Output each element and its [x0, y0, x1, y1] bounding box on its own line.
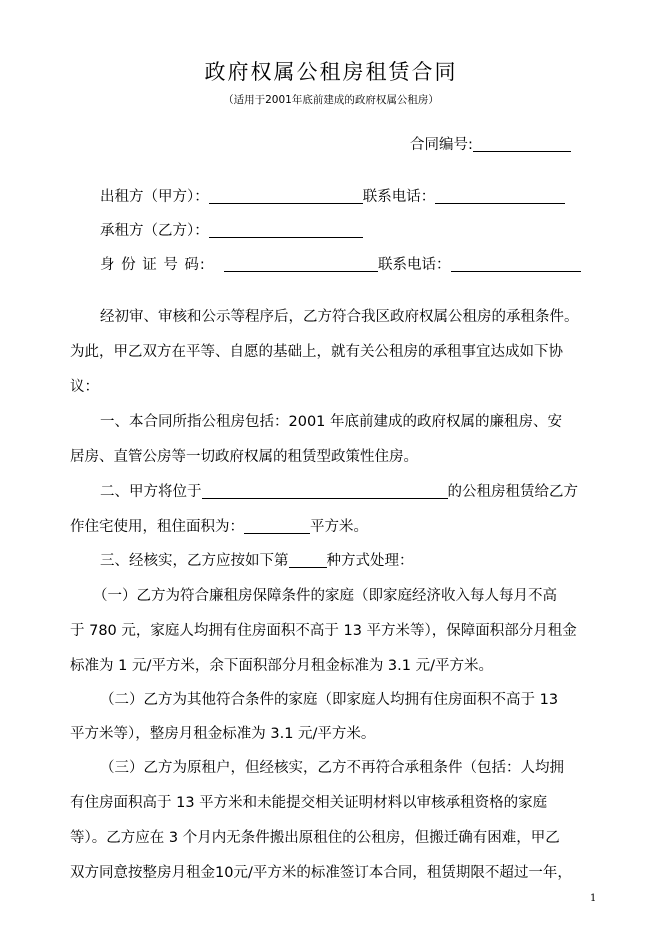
option-3-line-3: 等）。乙方应在 3 个月内无条件搬出原租住的公租房，但搬迁确有困难，甲乙	[70, 830, 560, 846]
clause-2-text-a: 二、甲方将位于	[100, 484, 202, 500]
lessor-phone-label: 联系电话：	[362, 189, 436, 205]
id-number-row	[100, 253, 581, 274]
lessee-phone-label: 联系电话：	[378, 257, 451, 273]
option-1-line-1: （一）乙方为符合廉租房保障条件的家庭（即家庭经济收入每人每月不高	[93, 588, 557, 604]
document-title: 政府权属公租房租赁合同	[204, 60, 458, 84]
clause-2-text-d: 平方米。	[310, 519, 368, 535]
lessor-label: 出租方（甲方）：	[100, 189, 209, 205]
paragraph-intro-line-1: 经初审、审核和公示等程序后，乙方符合我区政府权属公租房的承租条件。	[100, 309, 579, 325]
clause-3-line-1	[100, 549, 414, 570]
clause-2-line-1	[100, 480, 578, 501]
contract-number-blank[interactable]	[473, 136, 571, 152]
clause-1-line-1: 一、本合同所指公租房包括：2001 年底前建成的政府权属的廉租房、安	[100, 414, 563, 430]
lessee-phone-blank[interactable]	[451, 256, 581, 272]
option-3-line-2: 有住房面积高于 13 平方米和未能提交相关证明材料以审核承租资格的家庭	[70, 795, 548, 811]
property-location-blank[interactable]	[202, 483, 448, 499]
clause-2-text-c: 作住宅使用，租住面积为：	[70, 519, 244, 535]
lessee-name-blank[interactable]	[209, 222, 363, 238]
contract-number-row	[410, 133, 571, 154]
option-2-line-2: 平方米等），整房月租金标准为 3.1 元/平方米。	[70, 726, 376, 742]
lessor-row	[100, 185, 565, 206]
contract-number-label: 合同编号:	[410, 137, 473, 153]
option-3-line-1: （三）乙方为原租户，但经核实，乙方不再符合承租条件（包括：人均拥	[100, 760, 564, 776]
option-1-line-2: 于 780 元，家庭人均拥有住房面积不高于 13 平方米等），保障面积部分月租金	[70, 623, 577, 639]
lessor-name-blank[interactable]	[209, 188, 363, 204]
paragraph-intro-line-3: 议：	[70, 379, 99, 395]
id-number-blank[interactable]	[224, 256, 378, 272]
option-number-blank[interactable]	[289, 552, 327, 568]
page-number: 1	[590, 893, 597, 904]
lessee-row	[100, 219, 363, 240]
option-1-line-3: 标准为 1 元/平方米，余下面积部分月租金标准为 3.1 元/平方米。	[70, 658, 493, 674]
clause-1-line-2: 居房、直管公房等一切政府权属的租赁型政策性住房。	[70, 449, 418, 465]
clause-3-text-a: 三、经核实，乙方应按如下第	[100, 553, 289, 569]
lessor-phone-blank[interactable]	[435, 188, 565, 204]
option-3-line-4: 双方同意按整房月租金10元/平方米的标准签订本合同，租赁期限不超过一年，	[70, 865, 572, 881]
id-number-label: 身 份 证 号 码:	[100, 257, 206, 273]
clause-3-text-b: 种方式处理：	[326, 553, 414, 569]
clause-2-text-b: 的公租房租赁给乙方	[447, 484, 578, 500]
lessee-label: 承租方（乙方）：	[100, 223, 209, 239]
document-subtitle: （适用于2001年底前建成的政府权属公租房）	[223, 94, 439, 106]
rental-area-blank[interactable]	[244, 518, 310, 534]
option-2-line-1: （二）乙方为其他符合条件的家庭（即家庭人均拥有住房面积不高于 13	[100, 692, 559, 708]
clause-2-line-2	[70, 515, 368, 536]
paragraph-intro-line-2: 为此，甲乙双方在平等、自愿的基础上，就有关公租房的承租事宜达成如下协	[70, 344, 563, 360]
